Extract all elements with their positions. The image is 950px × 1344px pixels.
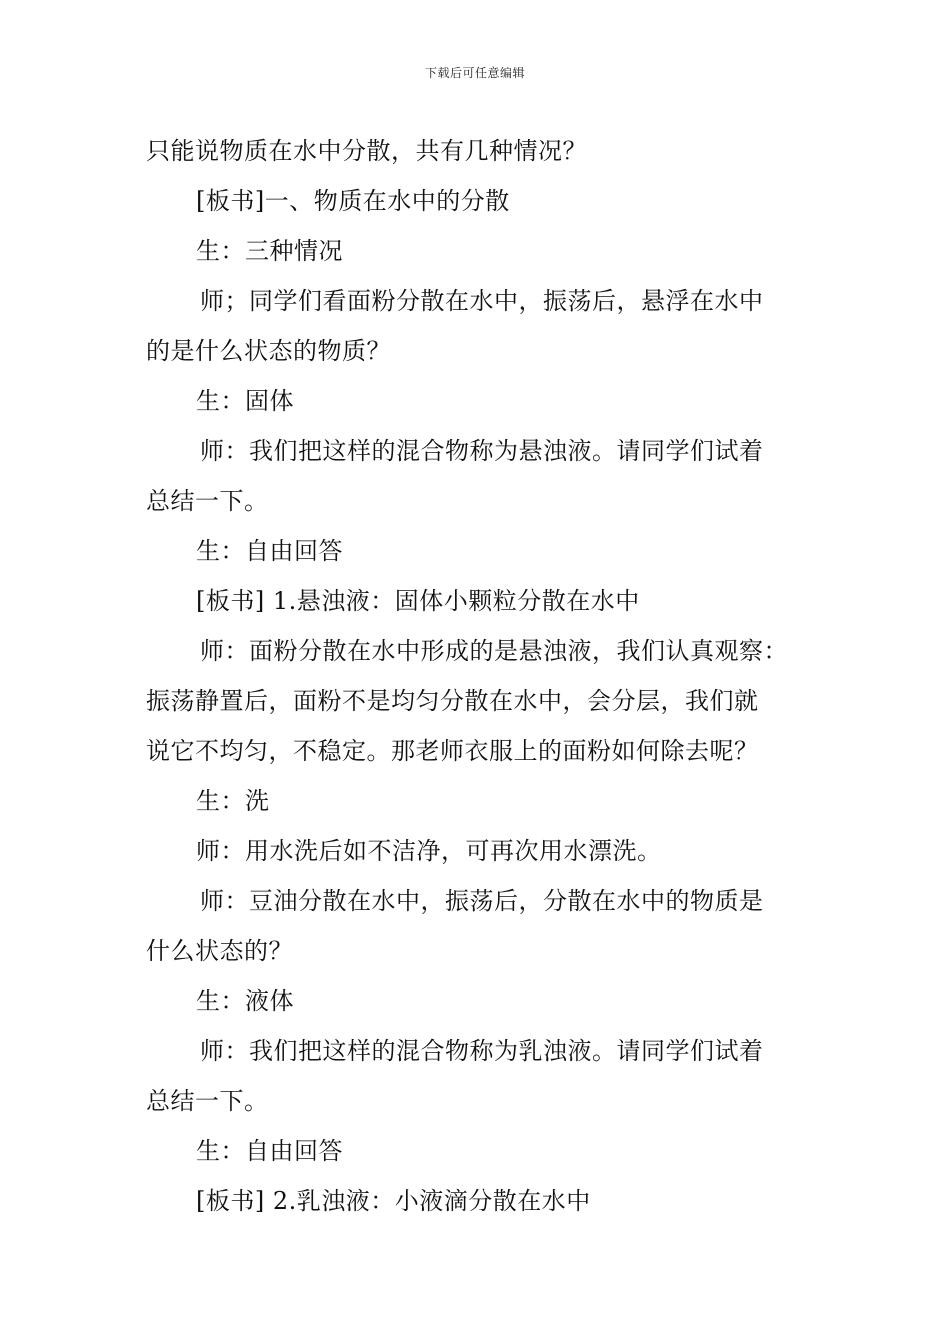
text-line: 的是什么状态的物质？ bbox=[146, 337, 391, 365]
text-line: 师：用水洗后如不洁净，可再次用水漂洗。 bbox=[196, 837, 662, 865]
document-body bbox=[146, 126, 826, 1226]
text-line: 振荡静置后，面粉不是均匀分散在水中，会分层，我们就 bbox=[146, 687, 759, 715]
text-line: 只能说物质在水中分散，共有几种情况？ bbox=[146, 137, 587, 165]
text-line: [板书] 1.悬浊液：固体小颗粒分散在水中 bbox=[196, 587, 640, 615]
text-line: 生：三种情况 bbox=[196, 237, 343, 265]
text-line: [板书] 2.乳浊液：小液滴分散在水中 bbox=[196, 1187, 591, 1215]
text-line: 师：我们把这样的混合物称为悬浊液。请同学们试着 bbox=[200, 437, 764, 465]
text-line: 师：我们把这样的混合物称为乳浊液。请同学们试着 bbox=[200, 1037, 764, 1065]
text-line: 生：自由回答 bbox=[196, 1137, 343, 1165]
text-line: 师；同学们看面粉分散在水中，振荡后，悬浮在水中 bbox=[200, 287, 764, 315]
text-line: 总结一下。 bbox=[146, 1087, 269, 1115]
text-line: 生：固体 bbox=[196, 387, 294, 415]
text-line: 说它不均匀，不稳定。那老师衣服上的面粉如何除去呢？ bbox=[146, 737, 759, 765]
text-line: 总结一下。 bbox=[146, 487, 269, 515]
text-line: [板书]一、物质在水中的分散 bbox=[196, 187, 510, 215]
text-line: 师：豆油分散在水中，振荡后，分散在水中的物质是 bbox=[200, 887, 764, 915]
text-line: 生：液体 bbox=[196, 987, 294, 1015]
text-line: 生：洗 bbox=[196, 787, 270, 815]
page-header: 下载后可任意编辑 bbox=[424, 66, 525, 80]
text-line: 生：自由回答 bbox=[196, 537, 343, 565]
text-line: 什么状态的？ bbox=[146, 937, 293, 965]
text-line: 师：面粉分散在水中形成的是悬浊液，我们认真观察： bbox=[200, 637, 788, 665]
